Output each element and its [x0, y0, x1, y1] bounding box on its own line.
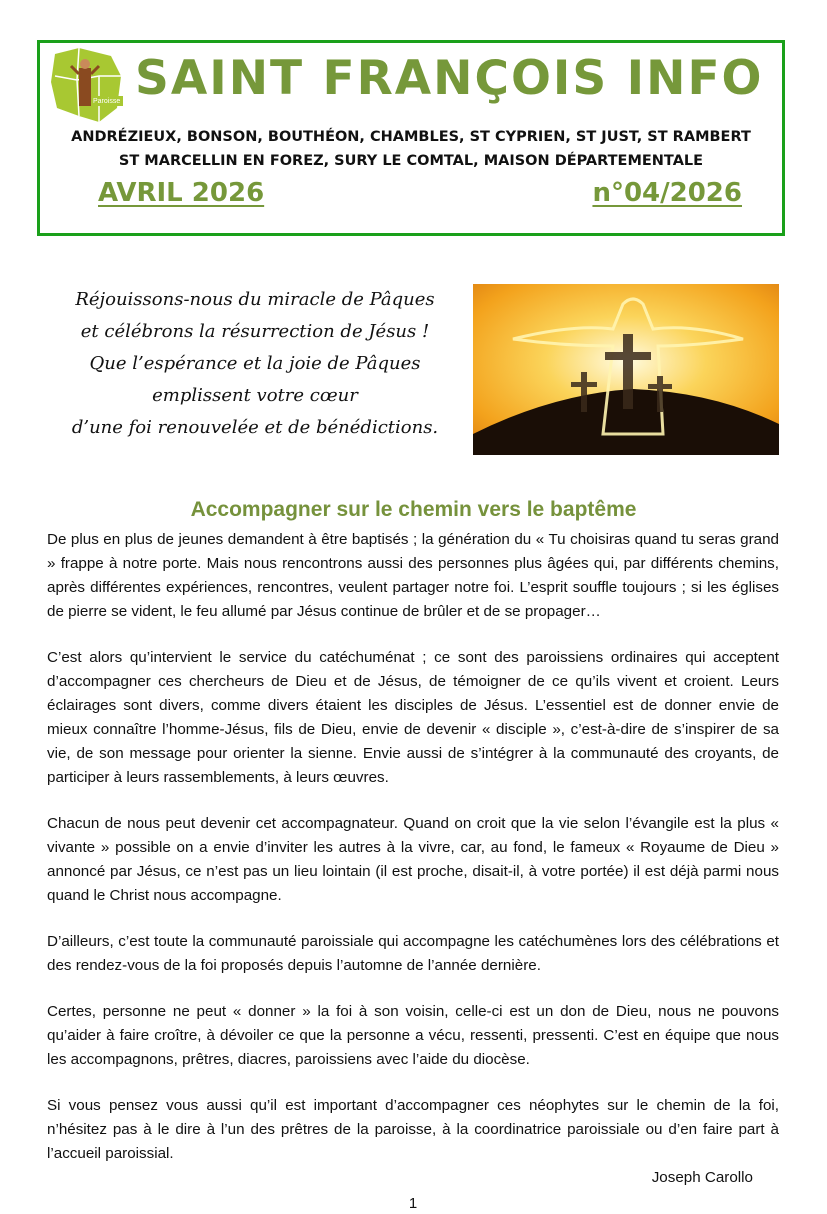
article-body: [47, 528, 779, 1214]
paragraph: C’est alors qu’intervient le service du catéchuménat ; ce sont des paroissiens ordinaires qui acceptent d’accompagner ces chercheurs de Dieu et de Jésus, de témoigner de ce qu’ils vivent et croient. Leurs éclairages sont divers, comme divers étaient les disciples de Jésus. L’essentiel est de donner envie de mieux connaître l’homme-Jésus, fils de Dieu, envie de devenir « disciple », c’est-à-dire de s’inspirer de sa vie, de son message pour orienter la sienne. Envie aussi de s’intégrer à la communauté des croyants, de participer à leurs rassemblements, à leurs œuvres.: [47, 649, 779, 786]
article-title: Accompagner sur le chemin vers le baptême: [190, 498, 637, 521]
paragraph: Certes, personne ne peut « donner » la foi à son voisin, celle-ci est un don de Dieu, nous ne pouvons qu’aider à faire croître, à dévoiler ce que la personne a vécu, ressenti, pressenti. C’est en équipe que nous les accompagnons, prêtres, diacres, paroissiens avec l’aide du diocèse.: [47, 1003, 779, 1068]
issue-number: n°04/2026: [592, 178, 742, 208]
issue-month: AVRIL 2026: [98, 178, 265, 208]
paragraph: Si vous pensez vous aussi qu’il est important d’accompagner ces néophytes sur le chemin de la foi, n’hésitez pas à le dire à l’un des prêtres de la paroisse, à la coordinatrice paroissiale ou d’en faire part à l’accueil paroissial.: [47, 1097, 779, 1162]
newsletter-title: SAINT FRANÇOIS INFO: [135, 51, 764, 106]
paragraph: De plus en plus de jeunes demandent à être baptisés ; la génération du « Tu choisiras quand tu seras grand » frappe à notre porte. Mais nous rencontrons aussi des personnes plus âgées qui, par différents chemins, après différentes expériences, rencontres, veulent partager notre foi. L’esprit souffle toujours ; si les églises de pierre se vident, le feu allumé par Jésus continue de brûler et de se propager…: [47, 531, 779, 620]
parish-logo: [49, 46, 125, 124]
poem-line: d’une foi renouvelée et de bénédictions.: [71, 417, 439, 438]
poem-line: et célébrons la résurrection de Jésus !: [80, 321, 430, 342]
easter-crosses-image: [473, 284, 779, 455]
page-number: 1: [408, 1195, 418, 1212]
poem-line: Réjouissons-nous du miracle de Pâques: [75, 289, 435, 310]
easter-greeting: [45, 284, 465, 444]
towns-line-1: ANDRÉZIEUX, BONSON, BOUTHÉON, CHAMBLES, ST CYPRIEN, ST JUST, ST RAMBERT: [71, 129, 751, 145]
towns-line-2: ST MARCELLIN EN FOREZ, SURY LE COMTAL, MAISON DÉPARTEMENTALE: [118, 153, 704, 169]
paragraph: Chacun de nous peut devenir cet accompagnateur. Quand on croit que la vie selon l’évangile est la plus « vivante » possible on a envie d’inviter les autres à la vivre, car, au fond, le fameux « Royaume de Dieu » annoncé par Jésus, ce n’est pas un lieu lointain (il est proche, disait-il, à votre portée) il est déjà parmi nous quand le Christ nous accompagne.: [47, 815, 779, 904]
paragraph: D’ailleurs, c’est toute la communauté paroissiale qui accompagne les catéchumènes lors des célébrations et des rendez-vous de la foi proposés depuis l’automne de l’année dernière.: [47, 933, 779, 974]
logo-text: Paroisse: [93, 98, 121, 105]
poem-line: Que l’espérance et la joie de Pâques: [89, 353, 421, 374]
poem-line: emplissent votre cœur: [152, 385, 358, 406]
masthead: [37, 40, 785, 236]
signature: Joseph Carollo: [651, 1169, 753, 1186]
